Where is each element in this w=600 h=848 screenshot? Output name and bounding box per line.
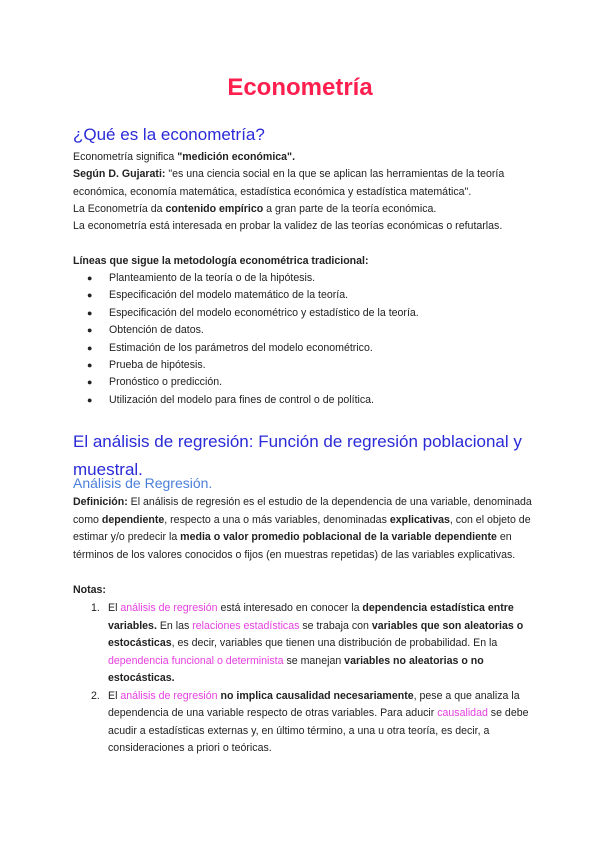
subheading-analisis-regresion: Análisis de Regresión.: [73, 475, 213, 491]
text-span: , es decir, variables que tienen una distribución de probabilidad. En la: [171, 637, 498, 649]
bold-text: dependencia estadística entre variables.: [108, 602, 514, 632]
list-item: ● Obtención de datos.: [73, 322, 419, 339]
paragraph-contenido-empirico: [73, 201, 535, 219]
section-heading-regresion: El análisis de regresión: Función de regresión poblacional y muestral.: [73, 432, 522, 479]
bold-text: Según D. Gujarati:: [73, 168, 166, 180]
bold-text: Definición:: [73, 496, 128, 508]
text-span: El análisis de regresión es el estudio de la dependencia de una variable, denominada como: [73, 496, 532, 526]
bold-text: contenido empírico: [165, 203, 264, 215]
highlight-text: dependencia funcional o determinista: [108, 654, 284, 667]
methodology-heading: Líneas que sigue la metodología econométrica tradicional:: [73, 255, 369, 267]
notes-list: [73, 600, 535, 758]
text-span: , respecto a una o más variables, denominadas: [164, 513, 390, 526]
paragraph-definicion: [73, 494, 535, 564]
list-item: ● Utilización del modelo para fines de control o de política.: [73, 392, 419, 409]
paragraph-significado: [73, 149, 535, 167]
list-item: ● Prueba de hipótesis.: [73, 357, 419, 374]
text-span: en términos de los valores conocidos o fijos (en muestras repetidas) de las variables explicativas.: [73, 531, 516, 561]
text-span: se manejan: [283, 654, 345, 667]
text-span: "es una ciencia social en la que se aplican las herramientas de la teoría económica, economía matemática, estadística económica y estadística matemática".: [73, 168, 505, 198]
paragraph-gujarati: [73, 166, 535, 201]
list-item: ● Estimación de los parámetros del modelo econométrico.: [73, 340, 419, 357]
list-item: ● Especificación del modelo matemático de la teoría.: [73, 287, 419, 304]
text-span: se trabaja con: [299, 619, 372, 632]
section-heading-que-es: ¿Qué es la econometría?: [73, 125, 265, 144]
notes-label: Notas:: [73, 584, 106, 596]
highlight-text: causalidad: [437, 707, 488, 719]
text-span: , pese a que analiza la dependencia de una variable respecto de otras variables. Para aducir: [108, 689, 520, 719]
bold-text: variables no aleatorias o no estocásticas.: [108, 654, 484, 684]
bold-text: variables que son aleatorias o estocásticas: [108, 619, 524, 649]
text-span: La Econometría da: [73, 203, 166, 215]
text-span: El: [108, 602, 121, 614]
list-item: ● Pronóstico o predicción.: [73, 374, 419, 391]
list-number: 2.: [91, 689, 100, 702]
list-item: [73, 600, 535, 688]
list-number: 1.: [91, 602, 100, 614]
text-span: se debe acudir a estadísticas externas y, en último término, a una u otra teoría, es decir, a consideraciones a priori o teóricas.: [108, 707, 529, 754]
list-item: [73, 688, 535, 758]
text-span: Econometría significa: [73, 151, 178, 163]
text-span: está interesado en conocer la: [217, 602, 363, 614]
highlight-text: relaciones estadísticas: [192, 619, 300, 632]
list-item: ● Especificación del modelo econométrico y estadístico de la teoría.: [73, 305, 419, 322]
bold-text: dependiente: [101, 513, 165, 526]
paragraph-validez: La econometría está interesada en probar la validez de las teorías económicas o refutarlas.: [73, 220, 503, 232]
highlight-text: análisis de regresión: [120, 689, 218, 702]
text-span: En las: [156, 619, 193, 632]
bold-text: explicativas: [389, 513, 450, 526]
text-span: a gran parte de la teoría económica.: [263, 203, 437, 215]
text-span: , con el objeto de estimar y/o predecir la: [73, 513, 531, 543]
list-item: ● Planteamiento de la teoría o de la hipótesis.: [73, 270, 419, 287]
bold-text: media o valor promedio poblacional de la variable dependiente: [180, 531, 497, 543]
methodology-list: [73, 270, 419, 409]
bold-text: no implica causalidad necesariamente: [217, 689, 414, 702]
page-title: Econometría: [227, 74, 373, 101]
bold-text: "medición económica".: [177, 151, 296, 163]
highlight-text: análisis de regresión: [120, 602, 218, 614]
text-span: El: [108, 689, 121, 702]
